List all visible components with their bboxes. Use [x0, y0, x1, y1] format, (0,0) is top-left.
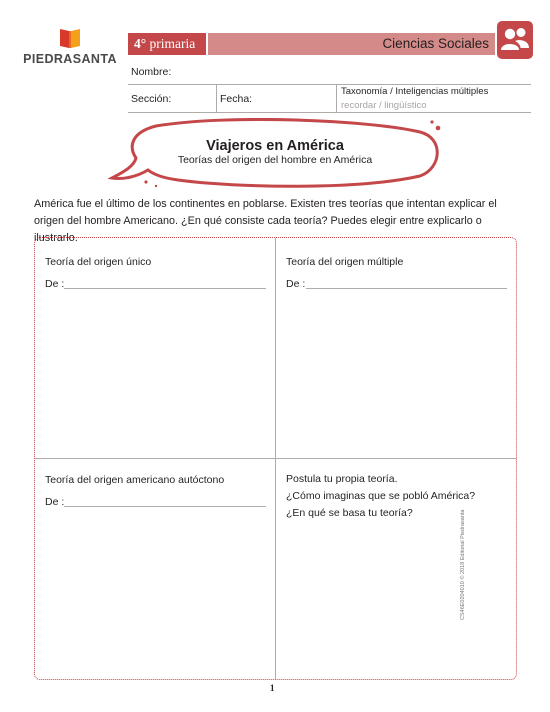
author-label: De : [45, 496, 65, 508]
section-label: Sección: [131, 93, 172, 105]
prompt-line: ¿Cómo imaginas que se pobló América? [286, 490, 476, 502]
date-label: Fecha: [220, 93, 253, 105]
grid-divider-horizontal [35, 458, 516, 459]
page-number: 1 [270, 683, 275, 693]
grade-badge [128, 33, 206, 55]
grade-number: 4 [134, 36, 141, 51]
people-icon [497, 21, 533, 59]
quadrant-title: Teoría del origen múltiple [286, 256, 404, 268]
brand-name: PIEDRASANTA [23, 52, 117, 66]
quadrant-title: Teoría del origen único [45, 256, 152, 268]
author-label: De : [286, 278, 306, 290]
subject-bar [208, 33, 495, 55]
grade-word: primaria [149, 36, 196, 51]
book-logo-icon [58, 26, 82, 50]
subject-title: Ciencias Sociales [382, 36, 489, 51]
copyright-code: CS46E0204010 © 2018 Editorial Piedrasanta [460, 509, 466, 620]
author-field[interactable] [64, 288, 266, 289]
own-theory-prompt [286, 471, 475, 522]
activity-subtitle: Teorías del origen del hombre en América [177, 154, 373, 166]
author-field[interactable] [64, 506, 266, 507]
quadrant-title: Teoría del origen americano autóctono [45, 474, 225, 486]
activity-title: Viajeros en América [206, 138, 344, 154]
author-label: De : [45, 278, 65, 290]
author-field[interactable] [306, 288, 507, 289]
divider [216, 84, 217, 112]
divider [128, 84, 531, 85]
divider [128, 112, 531, 113]
prompt-line: Postula tu propia teoría. [286, 473, 398, 485]
grade-symbol: ° [140, 36, 147, 51]
taxonomy-label: Taxonomía / Inteligencias múltiples [341, 86, 489, 97]
taxonomy-values: recordar / lingüístico [341, 100, 427, 111]
instructions-line: origen del hombre Americano. ¿En qué consiste cada teoría? Puedes elegir entre explicarlo o ilustrarlo. [34, 215, 482, 244]
divider [336, 84, 337, 112]
name-label: Nombre: [131, 66, 172, 78]
publisher-logo [22, 26, 118, 70]
instructions-line: América fue el último de los continentes en poblarse. Existen tres teorías que intentan explicar el [34, 198, 497, 210]
prompt-line: ¿En qué se basa tu teoría? [286, 507, 413, 519]
